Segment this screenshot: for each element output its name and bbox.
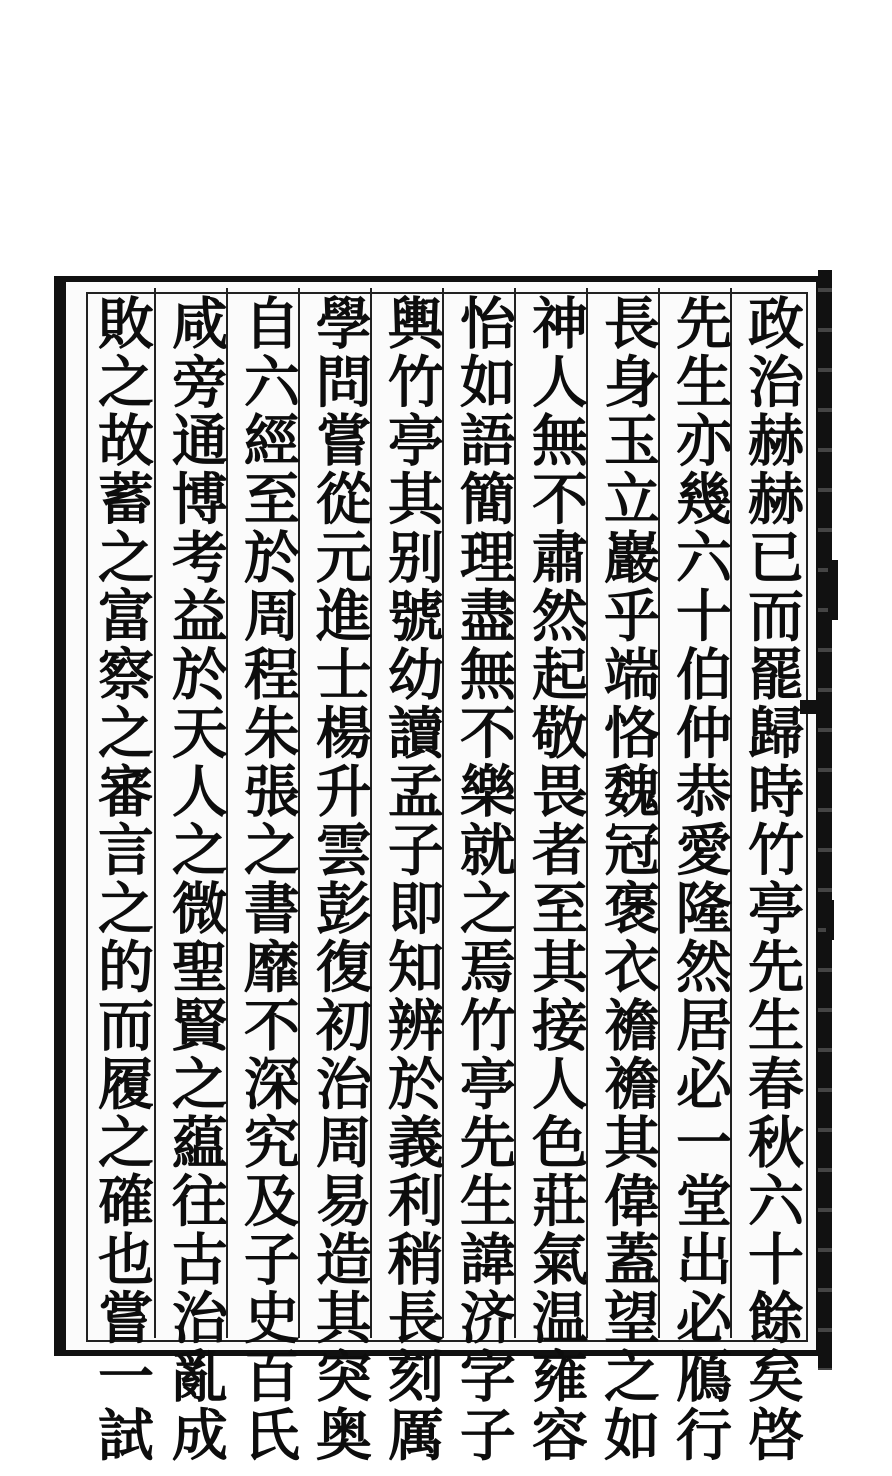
column-text: 政治赫赫已而罷歸時竹亭先生春秋六十餘矣啓 xyxy=(738,294,805,1464)
column-text: 長身玉立巖乎端恪魏冠褒衣襜襜其偉蓋望之如 xyxy=(594,294,661,1464)
text-columns xyxy=(82,288,805,1464)
text-column xyxy=(586,288,661,1464)
column-text: 輿竹亭其别號幼讀孟子即知辨於義利稍長刻厲 xyxy=(378,294,445,1464)
text-column xyxy=(730,288,805,1464)
text-column xyxy=(442,288,517,1464)
text-column xyxy=(658,288,733,1464)
text-column xyxy=(370,288,445,1464)
text-column xyxy=(226,288,301,1464)
column-text: 神人無不肅然起敬畏者至其接人色莊氣温雍容 xyxy=(522,294,589,1464)
text-column xyxy=(82,288,156,1464)
text-column xyxy=(514,288,589,1464)
text-column xyxy=(298,288,373,1464)
margin-speck xyxy=(826,900,834,940)
column-text: 自六經至於周程朱張之書靡不深究及子史百氏 xyxy=(234,294,301,1464)
column-text: 咸旁通博考益於天人之微聖賢之藴往古治亂成 xyxy=(162,294,229,1464)
margin-speck xyxy=(828,560,838,620)
column-text: 學問嘗從元進士楊升雲彭復初治周易造其突奥 xyxy=(306,294,373,1464)
text-column xyxy=(154,288,229,1464)
page-right-edge xyxy=(818,270,832,1370)
column-text: 敗之故蓄之富察之審言之的而履之確也嘗一試 xyxy=(89,294,156,1464)
column-text: 先生亦幾六十伯仲恭愛隆然居必一堂出必鴈行 xyxy=(666,294,733,1464)
column-text: 怡如語簡理盡無不樂就之焉竹亭先生諱济字子 xyxy=(450,294,517,1464)
